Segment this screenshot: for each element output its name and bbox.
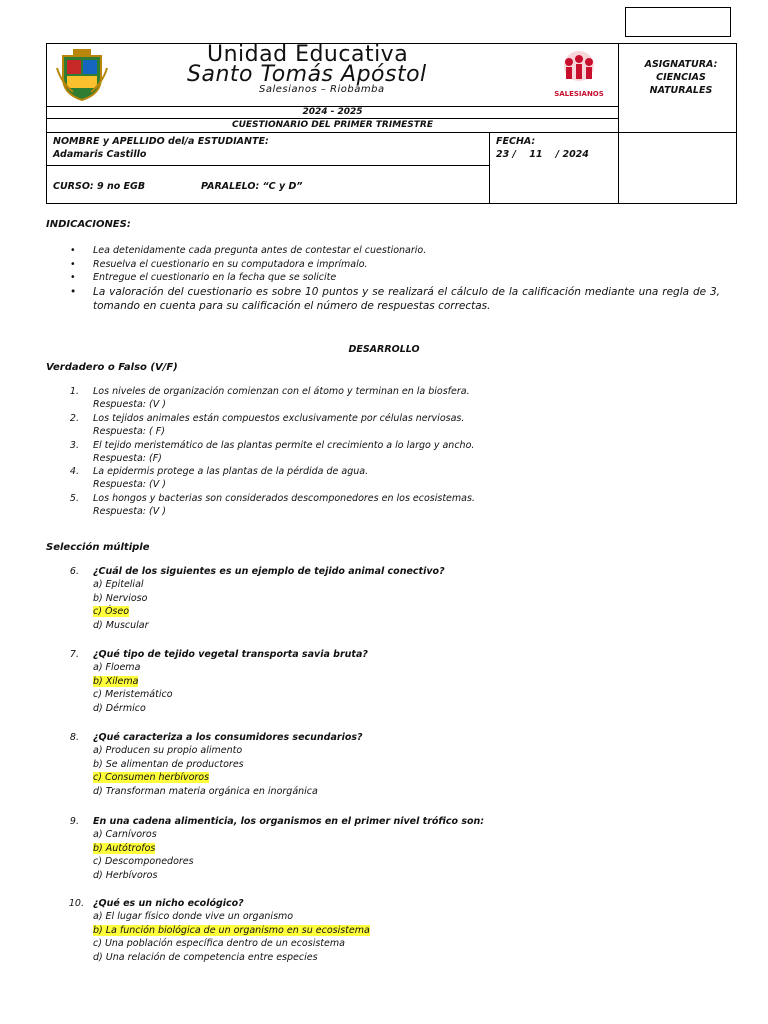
school-crest-logo [55, 48, 109, 102]
option-b[interactable]: b) Se alimentan de productores [93, 758, 244, 770]
question-number: 2. [69, 413, 79, 424]
question-1 [46, 385, 470, 412]
question-text: ¿Cuál de los siguientes es un ejemplo de tejido animal conectivo? [93, 566, 445, 577]
option-a[interactable]: a) Epitelial [93, 579, 144, 591]
question-text: Los tejidos animales están compuestos exclusivamente por células nerviosas. [93, 413, 465, 424]
option-b[interactable]: b) Nervioso [93, 592, 148, 604]
answer: Respuesta: (F) [93, 453, 162, 465]
option-c[interactable]: c) Descomponedores [93, 856, 194, 868]
salesianos-logo [552, 50, 606, 98]
true-false-title: Verdadero o Falso (V/F) [46, 362, 178, 373]
question-text: Los niveles de organización comienzan con el átomo y terminan en la biosfera. [93, 386, 470, 397]
option-d[interactable]: d) Dérmico [93, 702, 146, 714]
question-number: 9. [69, 816, 79, 827]
question-number: 8. [69, 732, 79, 743]
question-number: 1. [69, 386, 79, 397]
student-label: NOMBRE y APELLIDO del/a ESTUDIANTE: [53, 136, 269, 147]
quiz-title: CUESTIONARIO DEL PRIMER TRIMESTRE [232, 120, 433, 130]
question-text: ¿Qué es un nicho ecológico? [93, 898, 244, 909]
school-year: 2024 - 2025 [302, 107, 363, 117]
option-d[interactable]: d) Una relación de competencia entre especies [93, 951, 318, 963]
school-location: Salesianos – Riobamba [259, 84, 385, 95]
date-label: FECHA: [496, 136, 536, 147]
question-text: La epidermis protege a las plantas de la pérdida de agua. [93, 466, 369, 477]
option-c[interactable]: c) Meristemático [93, 689, 173, 701]
option-a[interactable]: a) Producen su propio alimento [93, 745, 243, 757]
indications-list [70, 244, 720, 314]
option-d[interactable]: d) Transforman materia orgánica en inorgánica [93, 785, 318, 797]
option-d[interactable]: d) Herbívoros [93, 869, 158, 881]
salesianos-logo-text: SALESIANOS [554, 90, 604, 98]
answer: Respuesta: (V ) [93, 479, 166, 491]
option-b-selected[interactable]: b) Xilema [93, 675, 139, 687]
question-text: Los hongos y bacterias son considerados descomponedores en los ecosistemas. [93, 493, 475, 504]
option-c-selected[interactable]: c) Óseo [93, 606, 130, 618]
question-text: ¿Qué caracteriza a los consumidores secundarios? [93, 732, 363, 743]
indication-item: • Resuelva el cuestionario en su computadora e imprímalo. [70, 258, 720, 272]
development-title: DESARROLLO [348, 344, 420, 355]
indication-item: • Lea detenidamente cada pregunta antes de contestar el cuestionario. [70, 244, 720, 258]
indications-title: INDICACIONES: [46, 219, 131, 230]
option-a[interactable]: a) El lugar físico donde vive un organismo [93, 911, 294, 923]
question-9 [46, 815, 485, 882]
question-7 [46, 648, 368, 715]
question-2 [46, 412, 465, 439]
subject-cell [625, 58, 737, 97]
question-number: 10. [68, 898, 84, 909]
question-number: 7. [69, 649, 79, 660]
course-label: CURSO: 9 no EGB [53, 181, 146, 192]
multiple-choice-title: Selección múltiple [46, 542, 150, 553]
question-10 [46, 897, 370, 964]
answer: Respuesta: (V ) [93, 399, 166, 411]
question-6 [46, 565, 445, 632]
school-name-line1: Unidad Educativa [207, 42, 409, 67]
option-a[interactable]: a) Floema [93, 662, 141, 674]
answer: Respuesta: ( F) [93, 426, 165, 438]
option-b-selected[interactable]: b) La función biológica de un organismo en su ecosistema [93, 924, 370, 936]
option-d[interactable]: d) Muscular [93, 619, 149, 631]
salesianos-icon [552, 50, 606, 86]
subject-label: ASIGNATURA: [644, 59, 718, 70]
student-name: Adamaris Castillo [53, 149, 147, 160]
question-text: ¿Qué tipo de tejido vegetal transporta savia bruta? [93, 649, 368, 660]
option-b-selected[interactable]: b) Autótrofos [93, 842, 156, 854]
question-3 [46, 439, 475, 466]
header-table [46, 43, 737, 204]
question-8 [46, 731, 363, 798]
date-value: 23 / 11 / 2024 [496, 149, 589, 160]
school-name-line2: Santo Tomás Apóstol [187, 62, 427, 87]
parallel-label: PARALELO: “C y D” [201, 181, 303, 192]
question-number: 4. [69, 466, 79, 477]
question-text: En una cadena alimenticia, los organismos en el primer nivel trófico son: [93, 816, 485, 827]
question-4 [46, 465, 369, 492]
indication-item: • Entregue el cuestionario en la fecha que se solicite [70, 271, 720, 285]
question-text: El tejido meristemático de las plantas permite el crecimiento a lo largo y ancho. [93, 440, 475, 451]
option-a[interactable]: a) Carnívoros [93, 829, 157, 841]
grade-box [625, 7, 731, 37]
answer: Respuesta: (V ) [93, 506, 166, 518]
indication-item: • La valoración del cuestionario es sobre 10 puntos y se realizará el cálculo de la calificación mediante una regla de 3, tomando en cuenta para su calificación el número de respuestas correctas. [70, 285, 720, 314]
option-c[interactable]: c) Una población específica dentro de un ecosistema [93, 938, 345, 950]
question-5 [46, 492, 475, 519]
question-number: 3. [69, 440, 79, 451]
question-number: 6. [69, 566, 79, 577]
question-number: 5. [69, 493, 79, 504]
subject-value: CIENCIAS NATURALES [649, 72, 713, 96]
option-c-selected[interactable]: c) Consumen herbívoros [93, 772, 210, 784]
